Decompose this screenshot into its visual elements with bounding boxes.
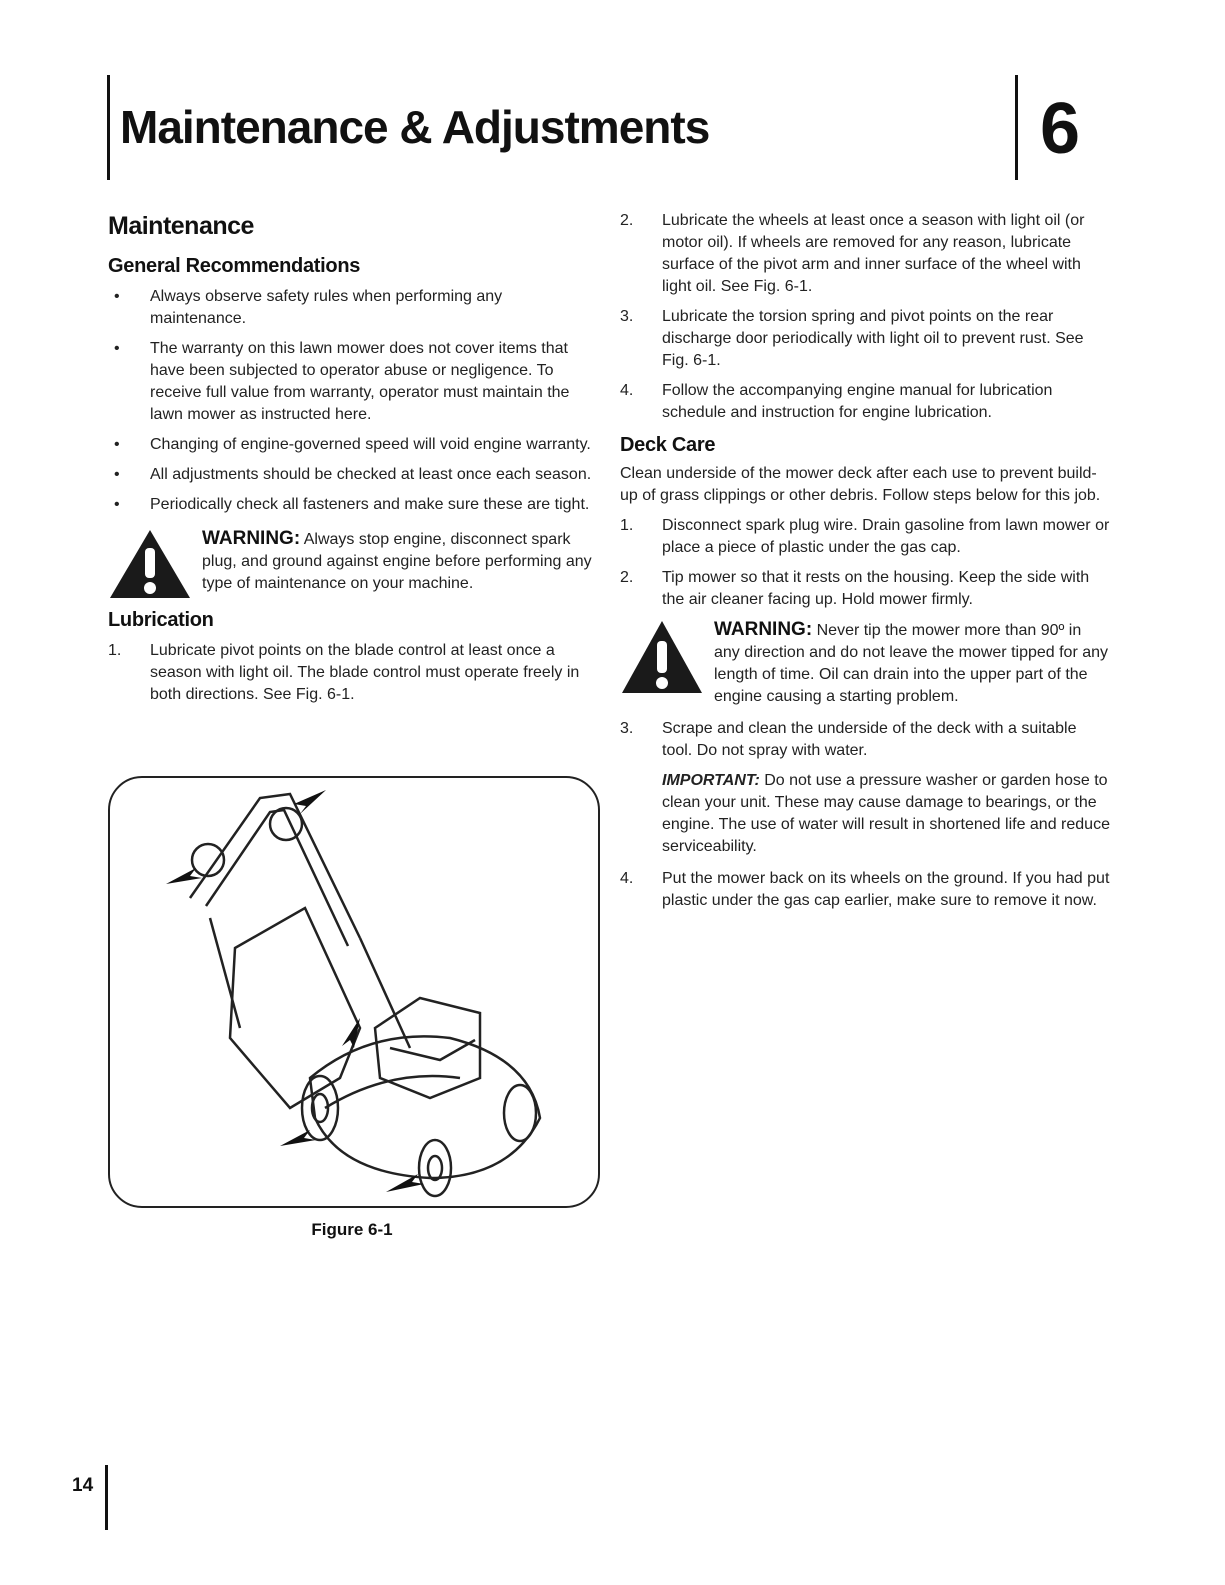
important-label: IMPORTANT: xyxy=(662,772,760,789)
warning-text: Never tip the mower more than 90º in any direction and do not leave the mower tipped for any length of time. Oil can drain into the upper part of the engine causing a starting problem. xyxy=(714,622,1109,705)
list-item: 1. Lubricate pivot points on the blade control at least once a season with light oil. The blade control must operate freely in both directions. See Fig. 6-1. xyxy=(108,642,580,703)
warning-triangle-icon xyxy=(108,528,192,600)
general-recommendations-heading: General Recommendations xyxy=(108,255,361,277)
deck-care-warning xyxy=(620,619,1110,708)
lubrication-list-continued xyxy=(620,210,1110,424)
lawn-mower-illustration xyxy=(110,778,598,1206)
list-item: 3. Lubricate the torsion spring and pivot points on the rear discharge door periodically with light oil to prevent rust. See Fig. 6-1. xyxy=(620,308,1084,369)
maintenance-heading: Maintenance xyxy=(108,212,254,240)
deck-care-heading: Deck Care xyxy=(620,434,716,456)
list-item: 3. Scrape and clean the underside of the deck with a suitable tool. Do not spray with water. xyxy=(620,720,1077,759)
deck-care-steps xyxy=(620,515,1110,611)
list-item: 4. Put the mower back on its wheels on the ground. If you had put plastic under the gas cap earlier, make sure to remove it now. xyxy=(620,870,1110,909)
deck-care-steps-continued xyxy=(620,718,1110,762)
warning-triangle-icon xyxy=(620,619,704,695)
list-item: 4. Follow the accompanying engine manual for lubrication schedule and instruction for engine lubrication. xyxy=(620,382,1053,421)
title-rule-left xyxy=(107,75,110,180)
chapter-title: Maintenance & Adjustments xyxy=(120,101,710,153)
list-item: 1. Disconnect spark plug wire. Drain gasoline from lawn mower or place a piece of plastic under the gas cap. xyxy=(620,517,1110,556)
chapter-number: 6 xyxy=(1040,89,1081,169)
list-item: 2. Lubricate the wheels at least once a season with light oil (or motor oil). If wheels are removed for any reason, lubricate surface of the pivot arm and inner surface of the wheel with light oil. See Fig. 6-1. xyxy=(620,212,1085,295)
maintenance-warning xyxy=(108,528,598,595)
lubrication-heading: Lubrication xyxy=(108,609,214,631)
warning-label: WARNING: xyxy=(714,619,813,640)
list-item: • Changing of engine-governed speed will void engine warranty. xyxy=(114,436,591,453)
figure-6-1 xyxy=(108,776,600,1208)
list-item: • Periodically check all fasteners and make sure these are tight. xyxy=(114,496,590,513)
important-note xyxy=(662,770,1110,858)
right-column xyxy=(620,210,1110,920)
important-text: Do not use a pressure washer or garden hose to clean your unit. These may cause damage to bearings, or the engine. The use of water will result in shortened life and reduce serviceability. xyxy=(662,772,1110,855)
list-item: • Always observe safety rules when performing any maintenance. xyxy=(114,288,503,327)
list-item: • The warranty on this lawn mower does not cover items that have been subjected to operator abuse or negligence. To receive full value from warranty, operator must maintain the lawn mower as instructed here. xyxy=(114,340,570,423)
page-number: 14 xyxy=(72,1475,94,1496)
warning-text: Always stop engine, disconnect spark plug, and ground against engine before performing any type of maintenance on your machine. xyxy=(202,531,592,592)
list-item: • All adjustments should be checked at least once each season. xyxy=(114,466,592,483)
left-column xyxy=(108,212,598,714)
title-rule-right xyxy=(1015,75,1018,180)
list-item: 2. Tip mower so that it rests on the housing. Keep the side with the air cleaner facing up. Hold mower firmly. xyxy=(620,569,1090,608)
general-recommendations-list xyxy=(108,286,598,516)
deck-care-final-step xyxy=(620,868,1110,912)
arrow-pointer-icon xyxy=(280,1130,316,1146)
figure-caption: Figure 6-1 xyxy=(311,1220,393,1239)
lubrication-list-start xyxy=(108,640,598,706)
warning-label: WARNING: xyxy=(202,528,301,549)
deck-care-intro: Clean underside of the mower deck after each use to prevent build-up of grass clippings or other debris. Follow steps below for this job. xyxy=(620,465,1101,504)
footer-rule xyxy=(105,1465,108,1530)
